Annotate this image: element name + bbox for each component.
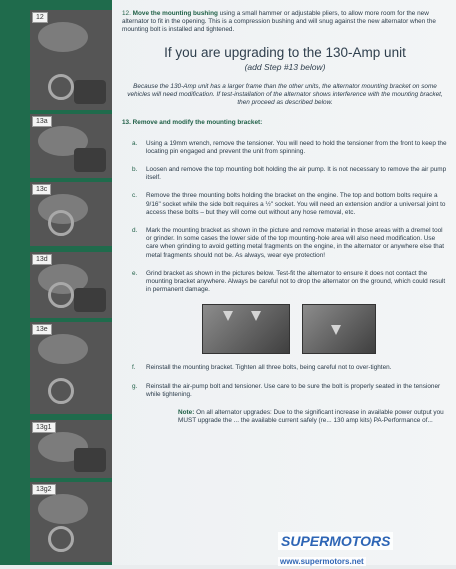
substep-letter: a. <box>132 139 138 147</box>
substep-letter: f. <box>132 364 136 372</box>
substep-letter: c. <box>132 192 137 200</box>
substep-text: Loosen and remove the top mounting bolt holding the air pump. It is not necessary to remove the air pump itself. <box>146 166 447 182</box>
watermark <box>278 532 454 566</box>
photo-13g2 <box>30 480 112 562</box>
substep-g <box>132 383 448 399</box>
step-12-number: 12. <box>122 10 131 17</box>
note-text: On all alternator upgrades: Due to the significant increase in available power output you MUST upgrade the ... the available current safely (re... 130 amp kits) PA-Performance of... <box>178 409 444 425</box>
substep-f <box>132 364 448 372</box>
photo-label: 13e <box>32 324 52 335</box>
substep-text: Grind bracket as shown in the pictures below. Test-fit the alternator to ensure it does not contact the mounting bracket anywhere. Always be careful not to drop the alternator on the ground, which could result in permanent damage. <box>146 269 446 294</box>
photo-label: 13g1 <box>32 422 56 433</box>
photo-label: 13g2 <box>32 484 56 495</box>
substep-c <box>132 192 448 217</box>
substep-letter: e. <box>132 269 138 277</box>
photo-13d <box>30 250 112 318</box>
upgrade-note <box>178 409 448 425</box>
upgrade-subheading: (add Step #13 below) <box>244 61 326 72</box>
photo-12 <box>30 8 112 110</box>
upgrade-heading: If you are upgrading to the 130-Amp unit <box>164 44 406 60</box>
substep-text: Using a 19mm wrench, remove the tensioner. You will need to hold the tensioner from the front to keep the locating pin engaged and prevent the unit from spinning. <box>146 139 447 155</box>
photo-13a <box>30 112 112 178</box>
step-12 <box>122 10 448 35</box>
bracket-photo-2 <box>302 304 376 354</box>
substep-letter: g. <box>132 382 138 390</box>
photo-label: 13d <box>32 254 52 265</box>
watermark-url: www.supermotors.net <box>280 557 364 566</box>
photo-13e <box>30 320 112 414</box>
watermark-logo: SUPERMOTORS <box>278 532 393 550</box>
step-13-title: 13. Remove and modify the mounting bracket: <box>122 119 263 127</box>
step-12-text: using a small hammer or adjustable pliers, to allow more room for the new alternator to fit in the opening. This is a compression bushing and will snug against the new alternator when the mounting bolt is installed and tightened. <box>122 10 436 34</box>
photo-label: 13a <box>32 116 52 127</box>
bracket-pictures <box>202 304 448 354</box>
photo-13c <box>30 180 112 246</box>
substep-text: Remove the three mounting bolts holding the bracket on the engine. The top and bottom bolts require a 9/16" socket while the side bolt requires a ½" socket. You will need an extension and/or a universal joint to access these bolts – but they will come out without any hose removal, etc. <box>146 192 446 216</box>
note-label: Note: <box>178 409 195 417</box>
step-12-title: Move the mounting bushing <box>132 10 218 17</box>
photo-label: 13c <box>32 184 51 195</box>
substep-letter: d. <box>132 227 138 235</box>
instructions-text <box>122 10 448 425</box>
substep-letter: b. <box>132 166 138 174</box>
upgrade-intro: Because the 130-Amp unit has a larger frame than the other units, the alternator mounting bracket on some vehicles will need modification. If test-installation of the alternator shows interference with the mounting bracket, then proceed as described below. <box>127 82 443 107</box>
bracket-photo-1 <box>202 304 290 354</box>
substep-b <box>132 166 448 182</box>
substep-text: Mark the mounting bracket as shown in the picture and remove material in those areas with a dremel tool or grinder. In some cases the lower side of the top mounting-hole area will also need modification. Use care when grinding to avoid getting metal fragments on the engine, in the alternator or anywhere else that metal fragments should not be. As always, wear eye protection! <box>146 227 445 259</box>
substep-a <box>132 140 448 156</box>
photo-13g1 <box>30 418 112 478</box>
substep-e <box>132 270 448 295</box>
substep-text: Reinstall the air-pump bolt and tensioner. Use care to be sure the bolt is properly seated in the tensioner while tightening. <box>146 382 441 398</box>
photo-label: 12 <box>32 12 48 23</box>
substep-text: Reinstall the mounting bracket. Tighten all three bolts, being careful not to over-tighten. <box>146 364 392 372</box>
substep-d <box>132 227 448 260</box>
